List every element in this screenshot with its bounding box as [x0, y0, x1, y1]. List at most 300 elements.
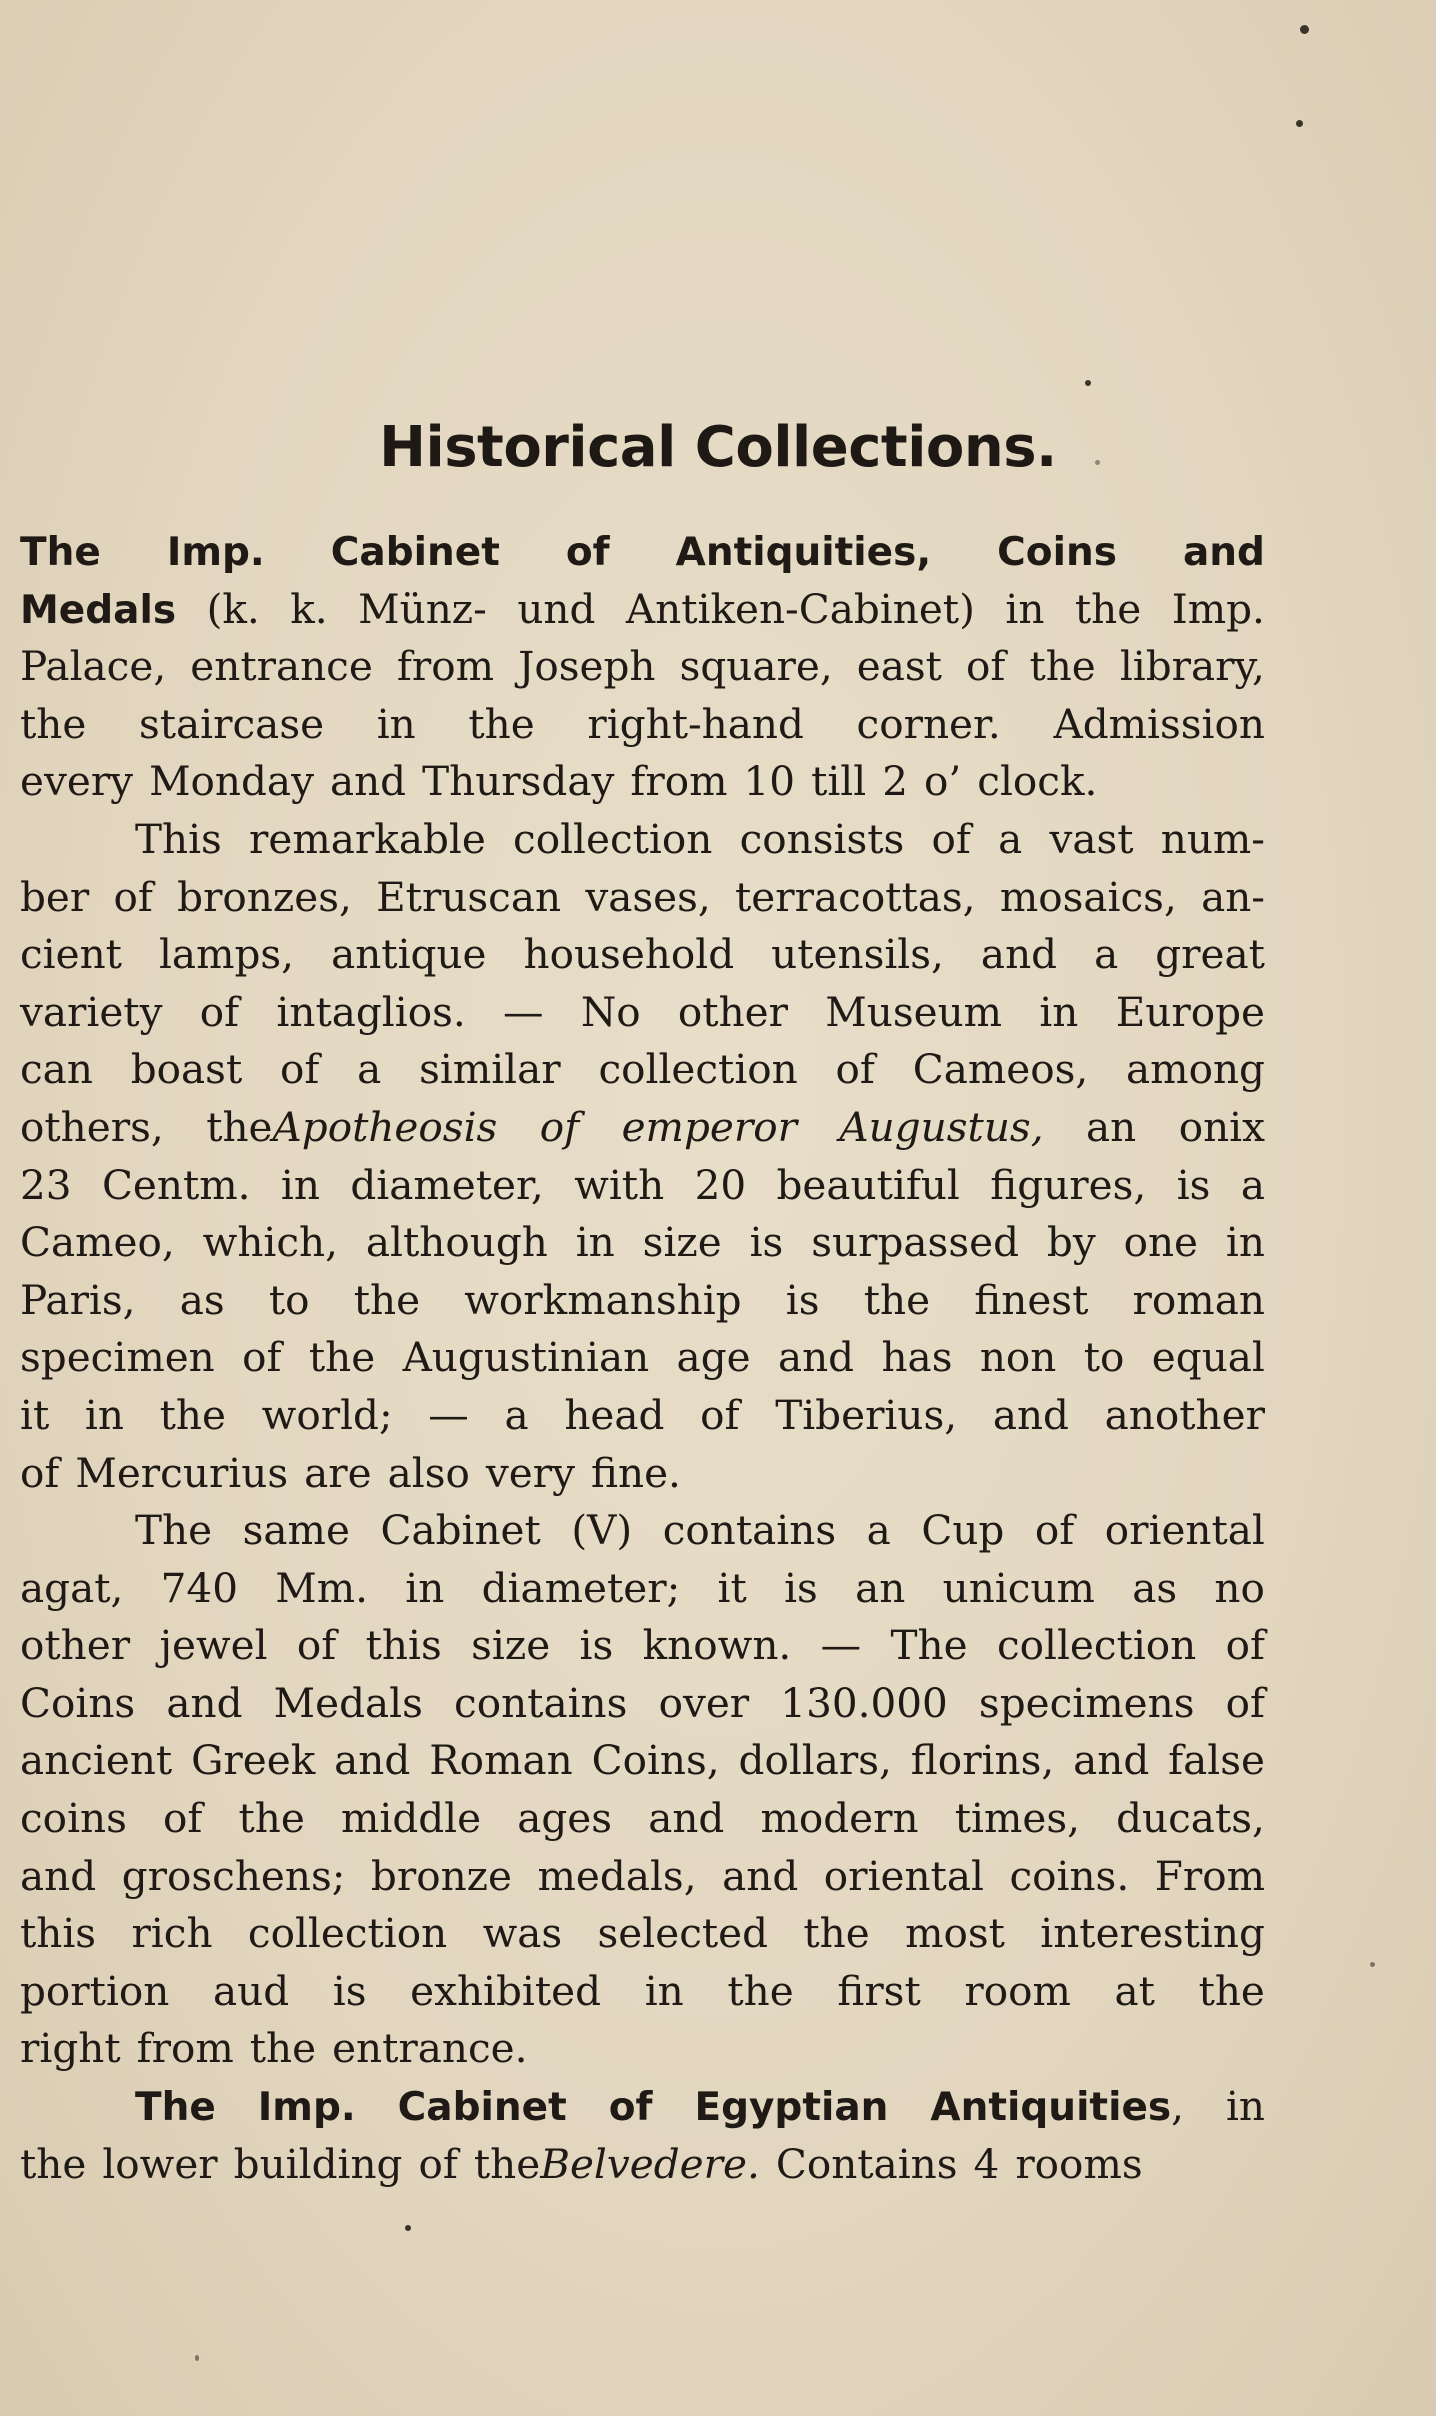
word	[419, 1041, 561, 1099]
text-run: Greek	[191, 1736, 316, 1785]
text-run: mosaics,	[999, 872, 1177, 921]
text-run: as	[179, 1275, 225, 1324]
text-run: 20	[694, 1160, 747, 1209]
text-line	[20, 926, 1265, 984]
bold-run: Imp.	[257, 2085, 356, 2131]
text-run: Thursday	[422, 757, 615, 806]
text-run: right-hand	[587, 699, 804, 748]
bold-run: Egyptian	[694, 2085, 889, 2131]
word	[643, 1214, 722, 1272]
word	[993, 1387, 1069, 1445]
word	[405, 1560, 444, 1618]
text-run: diameter,	[350, 1160, 544, 1209]
word	[777, 1157, 960, 1215]
word	[131, 1041, 243, 1099]
word	[700, 1387, 739, 1445]
text-line	[20, 1157, 1265, 1215]
word	[486, 1445, 575, 1503]
text-run: in	[280, 1160, 320, 1209]
word	[159, 1617, 267, 1675]
text-run: 23	[20, 1160, 72, 1209]
word	[540, 1099, 579, 1157]
word	[735, 869, 976, 927]
bold-run: Antiquities	[930, 2085, 1172, 2131]
text-run: of	[199, 987, 240, 1036]
word	[191, 1732, 315, 1790]
word	[1226, 1675, 1265, 1733]
bold-run: The	[20, 530, 101, 575]
word	[20, 1445, 59, 1503]
text-run: collection	[513, 814, 713, 863]
word	[839, 1099, 1043, 1157]
word	[1226, 2078, 1265, 2136]
word	[1015, 2136, 1142, 2194]
text-run: collection	[598, 1045, 798, 1094]
word	[234, 2136, 403, 2194]
word	[1040, 1905, 1265, 1963]
word	[403, 1329, 650, 1387]
text-run: antique	[331, 930, 487, 979]
text-run: of	[296, 1621, 337, 1670]
word	[20, 523, 101, 581]
text-run: the	[249, 2024, 317, 2073]
word	[760, 1790, 918, 1848]
text-line	[20, 1732, 1265, 1790]
text-run: from	[396, 642, 495, 691]
bold-run: and	[1182, 530, 1265, 575]
text-run: specimen	[20, 1333, 215, 1382]
word	[20, 1963, 169, 2021]
text-run: of	[700, 1390, 740, 1439]
word	[468, 696, 534, 754]
text-run: middle	[340, 1794, 482, 1843]
text-run: Paris,	[20, 1275, 136, 1324]
text-run: From	[1154, 1851, 1265, 1900]
text-run: corner.	[856, 699, 1001, 748]
word	[1183, 523, 1265, 581]
text-run: and	[648, 1794, 725, 1843]
text-run: ducats,	[1116, 1794, 1265, 1843]
text-run: No	[580, 987, 641, 1036]
word	[242, 1329, 281, 1387]
italic-run: of	[539, 1102, 580, 1151]
word	[1035, 1502, 1074, 1560]
text-run: library,	[1119, 642, 1265, 691]
word	[784, 1560, 818, 1618]
text-run: coins.	[1009, 1851, 1130, 1900]
text-run: of	[163, 1794, 203, 1843]
word	[780, 1675, 947, 1733]
word	[867, 1502, 891, 1560]
text-run: a	[998, 814, 1023, 863]
word	[331, 926, 486, 984]
word	[1116, 984, 1265, 1042]
word	[503, 984, 544, 1042]
word	[591, 1445, 681, 1503]
text-line	[20, 1099, 1265, 1157]
text-run: similar	[419, 1045, 561, 1094]
word	[1226, 1214, 1265, 1272]
word	[243, 1502, 350, 1560]
word	[811, 753, 866, 811]
text-line	[20, 753, 1265, 811]
word	[718, 1560, 747, 1618]
word	[20, 869, 89, 927]
word	[905, 1905, 1005, 1963]
word	[1152, 1329, 1265, 1387]
word	[207, 581, 260, 639]
text-line	[20, 2020, 1265, 2078]
text-run: 740	[160, 1563, 238, 1612]
word	[1005, 581, 1044, 639]
text-run: of	[242, 1333, 282, 1382]
word	[1133, 1272, 1265, 1330]
word	[648, 1790, 724, 1848]
word	[911, 1732, 1054, 1790]
text-run: staircase	[138, 699, 325, 748]
text-run: ,	[1171, 2082, 1184, 2131]
text-run: and	[334, 1736, 411, 1785]
text-run: among	[1126, 1045, 1265, 1094]
text-line	[20, 1848, 1265, 1906]
body-text	[20, 523, 1265, 2193]
text-run: an	[855, 1563, 906, 1612]
text-run: Cup	[921, 1506, 1005, 1555]
word	[855, 1560, 905, 1618]
text-run: by	[1046, 1218, 1096, 1267]
text-run: the	[20, 699, 87, 748]
word	[1161, 811, 1265, 869]
text-run: is	[784, 1563, 818, 1612]
word	[1094, 926, 1118, 984]
word	[990, 1157, 1146, 1215]
word	[177, 869, 352, 927]
text-run: the	[863, 1275, 931, 1324]
word	[659, 1675, 750, 1733]
text-run: it	[20, 1390, 50, 1439]
ink-speck	[1296, 120, 1303, 127]
word	[190, 638, 373, 696]
text-run: a	[1094, 930, 1119, 979]
text-run: and	[777, 1333, 855, 1382]
text-run: and	[980, 930, 1058, 979]
word	[1039, 984, 1078, 1042]
text-run: a	[504, 1390, 529, 1439]
text-run: a	[866, 1506, 891, 1555]
word	[1105, 1502, 1265, 1560]
word	[1124, 1214, 1198, 1272]
text-run: onix	[1178, 1102, 1265, 1151]
word	[20, 2136, 86, 2194]
text-run: Antiken-Cabinet)	[625, 584, 975, 633]
word	[566, 523, 610, 581]
word	[1084, 1329, 1125, 1387]
text-run: in	[1039, 987, 1079, 1036]
word	[744, 753, 796, 811]
text-line	[20, 1502, 1265, 1560]
word	[160, 1387, 226, 1445]
word	[276, 984, 465, 1042]
text-run: in	[1225, 1218, 1265, 1267]
word	[1155, 926, 1265, 984]
word	[504, 1387, 528, 1445]
word	[517, 581, 595, 639]
word	[740, 811, 905, 869]
text-run: as	[1132, 1563, 1178, 1612]
text-run: this	[365, 1621, 442, 1670]
text-run: Centm.	[101, 1160, 251, 1209]
word	[429, 1732, 573, 1790]
bold-run: of	[608, 2085, 653, 2131]
text-run: first	[837, 1966, 921, 2015]
word	[778, 1329, 854, 1387]
word	[932, 811, 971, 869]
text-run: Palace,	[20, 642, 167, 691]
text-run: the	[727, 1966, 794, 2015]
word	[1053, 696, 1265, 754]
word	[418, 2136, 457, 2194]
text-run: Etruscan	[376, 872, 562, 921]
text-run: contains	[662, 1506, 837, 1555]
word	[20, 753, 133, 811]
word	[1115, 1963, 1155, 2021]
text-run: is	[785, 1275, 820, 1324]
text-run: non	[979, 1333, 1057, 1382]
text-run: great	[1155, 930, 1265, 979]
italic-run: emperor	[621, 1102, 797, 1151]
text-run: room	[964, 1966, 1071, 2015]
word	[678, 984, 788, 1042]
word	[398, 2078, 567, 2136]
ink-speck	[195, 2355, 199, 2361]
word	[131, 1905, 212, 1963]
text-run: household	[523, 930, 735, 979]
word	[943, 1560, 1095, 1618]
text-run: Tiberius,	[775, 1390, 958, 1439]
word	[786, 1272, 820, 1330]
word	[564, 1387, 664, 1445]
text-run: (V)	[571, 1506, 633, 1555]
word	[410, 1963, 601, 2021]
word	[206, 1099, 497, 1157]
text-line	[20, 638, 1265, 696]
word	[114, 869, 153, 927]
text-run: Coins,	[591, 1736, 720, 1785]
word	[250, 2020, 316, 2078]
word	[1241, 1157, 1265, 1215]
word	[1155, 1848, 1265, 1906]
text-run: The	[135, 1506, 213, 1555]
word	[857, 638, 942, 696]
text-run: to	[1083, 1333, 1125, 1382]
word	[20, 1214, 175, 1272]
text-run: entrance.	[332, 2024, 528, 2073]
text-line	[20, 1675, 1265, 1733]
text-run: in	[644, 1966, 684, 2015]
text-line	[20, 523, 1265, 581]
text-run: The	[890, 1621, 968, 1670]
text-run: oriental	[1104, 1506, 1265, 1555]
text-run: are	[304, 1448, 372, 1497]
word	[864, 1272, 930, 1330]
text-run: age	[676, 1333, 751, 1382]
text-run: in	[1005, 584, 1045, 633]
text-run: collection	[996, 1621, 1197, 1670]
word	[663, 1502, 836, 1560]
text-run: the	[20, 2139, 87, 2188]
text-run: and	[722, 1851, 799, 1900]
text-run: k.	[290, 584, 328, 633]
text-run: (k.	[206, 584, 260, 633]
text-line	[20, 581, 1265, 639]
bold-run: Imp.	[166, 530, 265, 575]
text-run: florins,	[910, 1736, 1055, 1785]
text-run: was	[482, 1909, 563, 1958]
word	[422, 753, 614, 811]
text-run: in	[84, 1390, 124, 1439]
word	[598, 1041, 797, 1099]
text-run: no	[1214, 1563, 1265, 1612]
word	[1201, 869, 1265, 927]
word	[1168, 1732, 1265, 1790]
text-run: Cabinet	[380, 1506, 541, 1555]
word	[358, 581, 487, 639]
bold-run: Cabinet	[330, 530, 500, 575]
text-run: num-	[1160, 814, 1265, 863]
word	[924, 753, 961, 811]
word	[377, 696, 416, 754]
word	[371, 1848, 512, 1906]
ink-speck	[1300, 25, 1309, 34]
word	[571, 1502, 632, 1560]
text-run: Roman	[429, 1736, 573, 1785]
italic-run: Belvedere.	[540, 2139, 760, 2188]
word	[1116, 1790, 1265, 1848]
word	[464, 1272, 741, 1330]
word	[882, 753, 908, 811]
word	[20, 1732, 172, 1790]
word	[262, 1387, 393, 1445]
text-run: Cameo,	[20, 1218, 175, 1267]
text-run: —	[820, 1621, 862, 1670]
text-run: of	[113, 872, 153, 921]
word	[750, 1214, 784, 1272]
bold-run: of	[565, 530, 610, 575]
word	[20, 1617, 130, 1675]
text-run: Cameos,	[912, 1045, 1089, 1094]
text-run: Coins	[20, 1678, 136, 1727]
word	[213, 1963, 289, 2021]
text-run: fine.	[590, 1448, 681, 1497]
text-run: this	[20, 1909, 97, 1958]
text-run: every	[20, 757, 134, 806]
word	[297, 1617, 336, 1675]
word	[727, 1963, 793, 2021]
word	[1086, 1099, 1136, 1157]
text-run: medals,	[537, 1851, 697, 1900]
word	[20, 1905, 96, 1963]
word	[357, 1041, 381, 1099]
text-run: finest	[974, 1275, 1089, 1324]
word	[585, 869, 710, 927]
ink-speck	[1370, 1962, 1375, 1967]
text-run: head	[564, 1390, 665, 1439]
text-line	[20, 1214, 1265, 1272]
text-run: the	[308, 1333, 376, 1382]
text-run: unicum	[942, 1563, 1095, 1612]
text-run: —	[428, 1390, 469, 1439]
text-run: entrance	[190, 642, 373, 691]
text-run: agat,	[20, 1563, 124, 1612]
word	[102, 1157, 251, 1215]
text-run: clock.	[977, 757, 1098, 806]
word	[955, 1790, 1080, 1848]
text-run: Münz-	[358, 584, 487, 633]
text-run: the	[468, 699, 535, 748]
word	[135, 811, 222, 869]
word	[161, 1560, 238, 1618]
text-run: of	[1225, 1621, 1265, 1670]
word	[20, 1560, 123, 1618]
word	[274, 1675, 423, 1733]
word	[997, 523, 1117, 581]
word	[1179, 1099, 1265, 1157]
text-run: which,	[202, 1218, 338, 1267]
text-run: ancient	[20, 1736, 173, 1785]
word	[998, 811, 1022, 869]
word	[881, 1329, 952, 1387]
text-run: the	[159, 1390, 226, 1439]
text-run: in	[1225, 2082, 1265, 2131]
text-run: size	[642, 1218, 722, 1267]
text-run: the	[1074, 584, 1142, 633]
word	[581, 984, 641, 1042]
text-run: east	[856, 642, 942, 691]
text-run: to	[268, 1275, 310, 1324]
word	[964, 1963, 1071, 2021]
text-run: ages	[517, 1794, 613, 1843]
text-run: and	[20, 1851, 97, 1900]
text-run: o’	[924, 757, 962, 806]
text-line	[20, 1445, 1265, 1503]
word	[200, 984, 239, 1042]
text-run: vast	[1049, 814, 1134, 863]
text-run: Europe	[1115, 987, 1265, 1036]
text-run: it	[717, 1563, 747, 1612]
text-run: portion	[20, 1966, 170, 2015]
word	[980, 1329, 1057, 1387]
text-line	[20, 2078, 1265, 2136]
text-run: of	[931, 814, 971, 863]
text-run: surpassed	[811, 1218, 1019, 1267]
word	[1105, 1387, 1265, 1445]
text-run: is	[332, 1966, 367, 2015]
word	[20, 1041, 93, 1099]
word	[1126, 1041, 1265, 1099]
word	[20, 1099, 164, 1157]
word	[397, 638, 494, 696]
word	[331, 523, 500, 581]
text-run: of	[1225, 1678, 1265, 1727]
word	[1047, 1214, 1096, 1272]
ink-speck	[1095, 460, 1100, 465]
text-run: is	[1176, 1160, 1211, 1209]
text-run: of	[280, 1045, 320, 1094]
text-run: und	[517, 584, 596, 633]
text-line	[20, 1272, 1265, 1330]
text-run: of	[1034, 1506, 1075, 1555]
text-run: aud	[213, 1966, 290, 2015]
